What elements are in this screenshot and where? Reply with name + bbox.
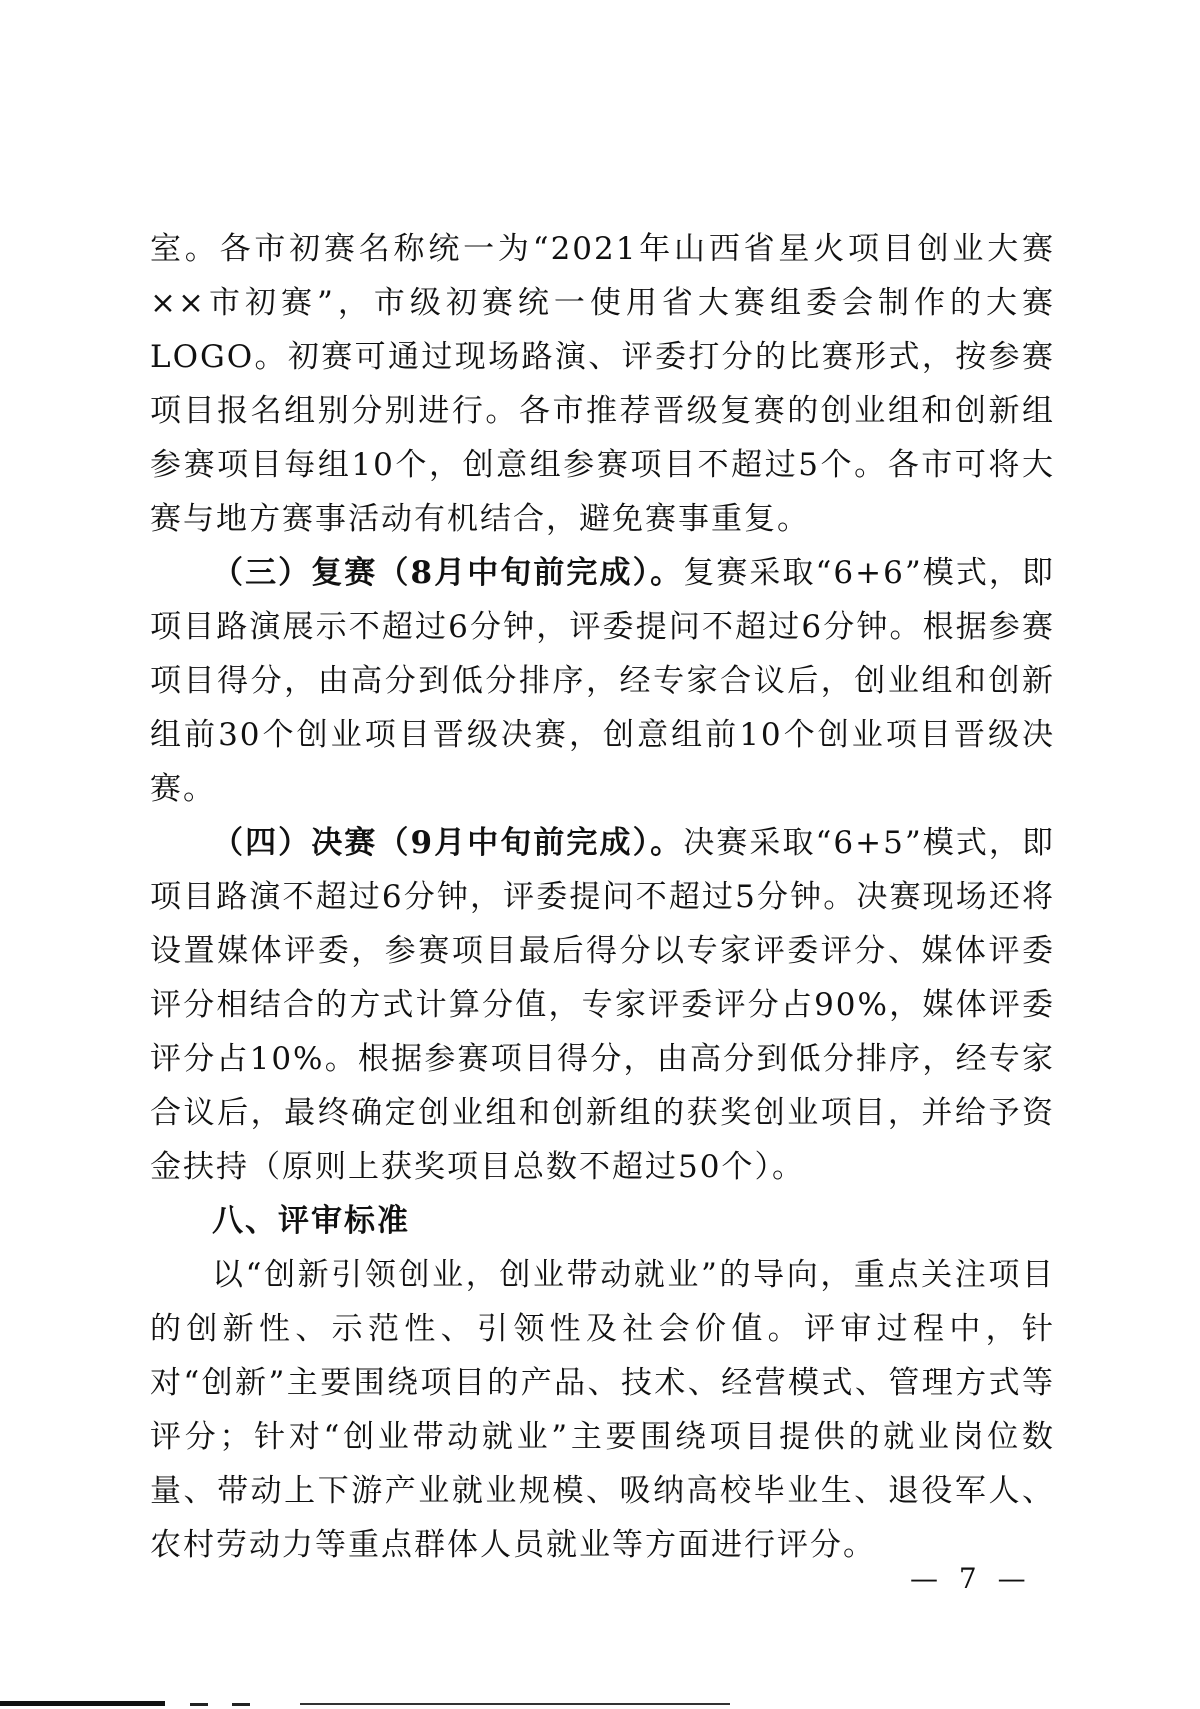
section-heading-review-criteria: 八、评审标准 <box>212 1203 410 1239</box>
semifinal-title: （三）复赛（8月中旬前完成）。 <box>212 555 684 591</box>
page-number: — 7 — <box>910 1562 1032 1595</box>
final-text: 决赛采取“6+5”模式，即项目路演不超过6分钟，评委提问不超过5分钟。决赛现场还将设置媒体评委，参赛项目最后得分以专家评委评分、媒体评委评分相结合的方式计算分值，专家评委评分占90%，媒体评委评分占10%。根据参赛项目得分，由高分到低分排序，经专家合议后，最终确定创业组和创新组的获奖创业项目，并给予资金扶持（原则上获奖项目总数不超过50个）。 <box>150 825 1055 1185</box>
paragraph-final <box>150 816 1055 1194</box>
scan-artifact-line-right <box>300 1703 730 1705</box>
scan-artifact-mark-2 <box>232 1703 250 1706</box>
paragraph-text: 室。各市初赛名称统一为“2021年山西省星火项目创业大赛××市初赛”，市级初赛统一使用省大赛组委会制作的大赛LOGO。初赛可通过现场路演、评委打分的比赛形式，按参赛项目报名组别分别进行。各市推荐晋级复赛的创业组和创新组参赛项目每组10个，创意组参赛项目不超过5个。各市可将大赛与地方赛事活动有机结合，避免赛事重复。 <box>150 231 1055 537</box>
scan-artifact-mark-1 <box>190 1703 208 1706</box>
paragraph-semifinal <box>150 546 1055 816</box>
scan-artifact-bar-left <box>0 1701 165 1706</box>
paragraph-preliminary-continued <box>150 222 1055 546</box>
semifinal-text: 复赛采取“6+6”模式，即项目路演展示不超过6分钟，评委提问不超过6分钟。根据参赛项目得分，由高分到低分排序，经专家合议后，创业组和创新组前30个创业项目晋级决赛，创意组前10个创业项目晋级决赛。 <box>150 555 1055 807</box>
paragraph-review-criteria <box>150 1248 1055 1572</box>
scan-artifact-lines <box>0 1688 1200 1709</box>
final-title: （四）决赛（9月中旬前完成）。 <box>212 825 684 861</box>
document-body <box>150 222 1055 1572</box>
review-criteria-text: 以“创新引领创业，创业带动就业”的导向，重点关注项目的创新性、示范性、引领性及社会价值。评审过程中，针对“创新”主要围绕项目的产品、技术、经营模式、管理方式等评分；针对“创业带动就业”主要围绕项目提供的就业岗位数量、带动上下游产业就业规模、吸纳高校毕业生、退役军人、农村劳动力等重点群体人员就业等方面进行评分。 <box>150 1257 1055 1563</box>
